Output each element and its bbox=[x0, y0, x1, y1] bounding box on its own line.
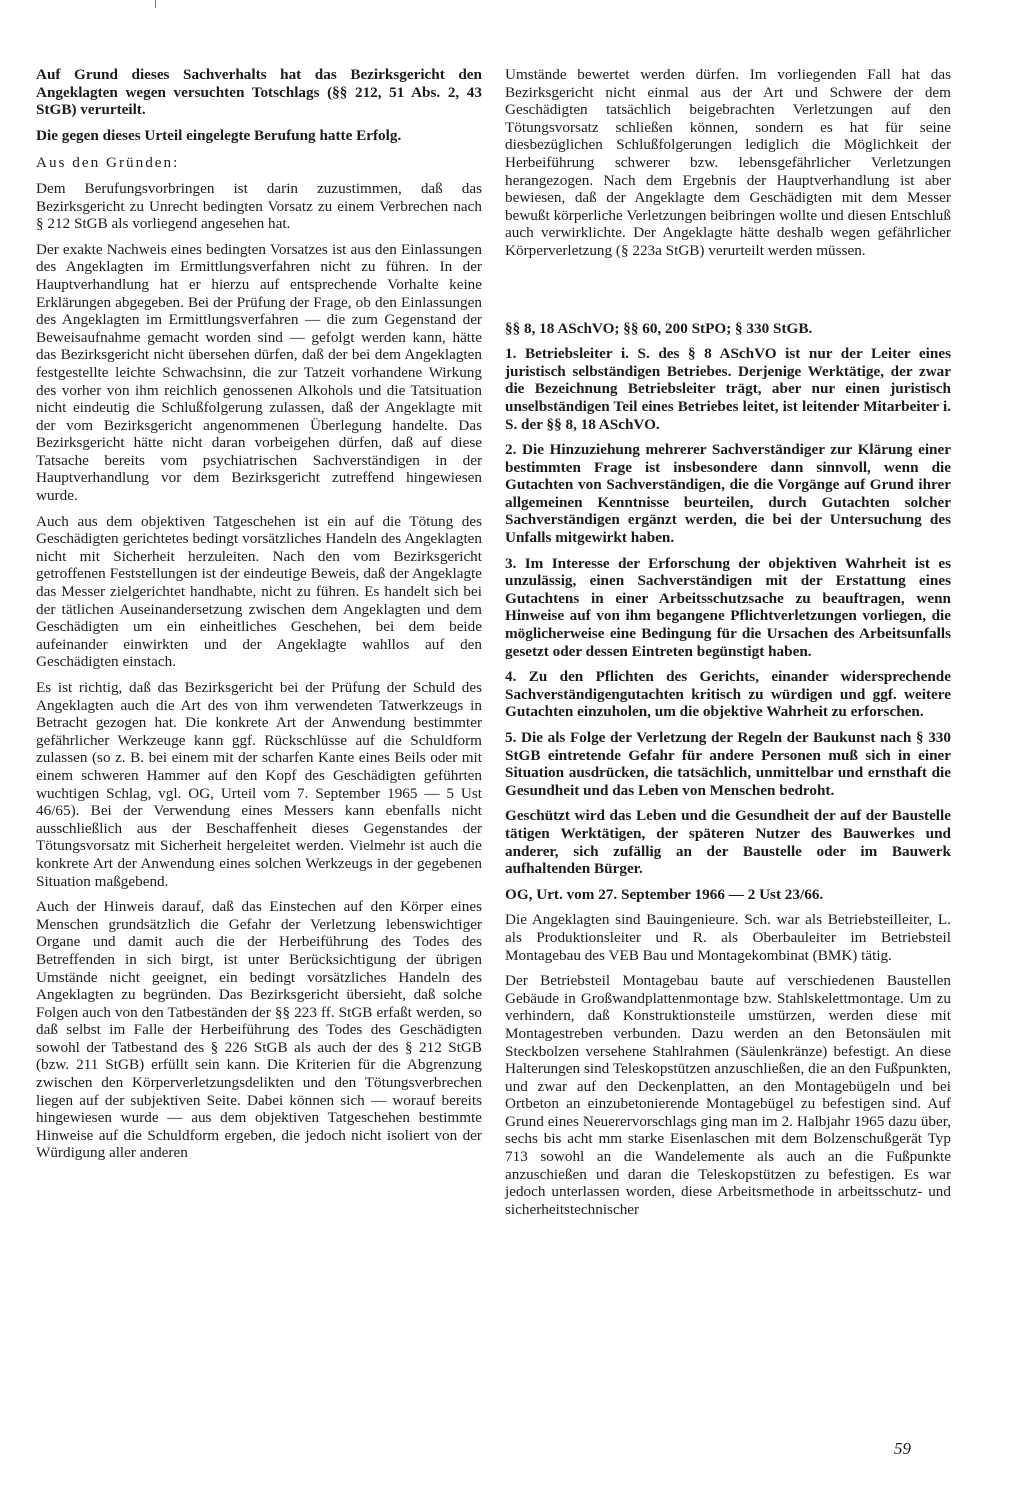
body-paragraph: Der exakte Nachweis eines bedingten Vorsatzes ist aus den Einlassungen des Angeklagten im Ermittlungsverfahren nicht zu führen. In der Hauptverhandlung hat er hierzu auf entsprechende Vorhalte keine Erklärungen abgegeben. Bei der Prüfung der Frage, ob den Einlassungen des Angeklagten im Ermittlungsverfahren — die zum Gegenstand der Beweisaufnahme gemacht worden sind — gefolgt werden kann, hätte das Bezirksgericht nicht übersehen dürfen, daß der bei dem Angeklagten festgestellte leichte Schwachsinn, die zur Tatzeit vorhandene Wirkung des vorher von ihm reichlich genossenen Alkohols und die Tatsituation nicht eindeutig die Schlußfolgerung zulassen, daß der Angeklagte mit der vom Bezirksgericht angenommenen Überlegung handelte. Das Bezirksgericht hätte nicht daran vorbeigehen dürfen, daß auf diese Tatsache bereits vom psychiatrischen Sachverständigen in der Hauptverhandlung vor dem Bezirksgericht zutreffend hingewiesen wurde. bbox=[36, 240, 482, 505]
appeal-paragraph: Die gegen dieses Urteil eingelegte Berufung hatte Erfolg. bbox=[36, 126, 402, 144]
headnote: 3. Im Interesse der Erforschung der objektiven Wahrheit ist es unzulässig, einen Sachverständigen mit der Erstattung eines Gutachtens in einer Arbeitsschutzsache zu beauftragen, wenn Hinweise auf von ihm begangene Pflichtverletzungen vorliegen, die möglicherweise eine Bedingung für die Ursachen des Arbeitsunfalls gesetzt oder dessen Eintreten begünstigt haben. bbox=[505, 554, 951, 660]
headnote: Geschützt wird das Leben und die Gesundheit der auf der Baustelle tätigen Werktätigen, der späteren Nutzer des Bauwerkes und anderer, sich zufällig an der Baustelle oder im Bauwerk aufhaltenden Bürger. bbox=[505, 807, 951, 878]
citation-heading: §§ 8, 18 ASchVO; §§ 60, 200 StPO; § 330 StGB. bbox=[505, 319, 813, 337]
continuation-paragraph: Umstände bewertet werden dürfen. Im vorliegenden Fall hat das Bezirksgericht nicht einmal aus der Art und Schwere der dem Geschädigten tatsächlich beigebrachten Verletzungen auf den Tötungsvorsatz schließen können, sondern es hat für seine diesbezüglichen Schlußfolgerungen lediglich die Möglichkeit der Herbeiführung schwerer bzw. lebensgefährlicher Verletzungen herangezogen. Nach dem Ergebnis der Hauptverhandlung ist aber bewiesen, daß der Angeklagte dem Geschädigten mit dem Messer bewußt körperliche Verletzungen beibringen wollte und diesen Entschluß auch verwirklichte. Der Angeklagte hätte deshalb wegen gefährlicher Körperverletzung (§ 223a StGB) verurteilt werden müssen. bbox=[505, 66, 951, 259]
scan-mark bbox=[155, 0, 156, 8]
body-paragraph: Auch der Hinweis darauf, daß das Einstechen auf den Körper eines Menschen grundsätzlich die Gefahr der Verletzung lebenswichtiger Organe und damit auch die der Herbeiführung des Todes des Betreffenden in sich birgt, ist unter Berücksichtigung der übrigen Umstände nicht geeignet, ein bedingt vorsätzliches Handeln des Angeklagten zu begründen. Das Bezirksgericht übersieht, daß solche Folgen auch von den Tatbeständen der §§ 223 ff. StGB erfaßt werden, so daß selbst im Falle der Herbeiführung des Todes des Geschädigten sowohl der Tatbestand des § 226 StGB als auch der des § 212 StGB (bzw. 211 StGB) erfüllt sein kann. Die Kriterien für die Abgrenzung zwischen den Körperverletzungsdelikten und den Tötungsverbrechen liegen auf der subjektiven Seite. Dabei können sich — worauf bereits hingewiesen wurde — aus dem objektiven Tatgeschehen bestimmte Hinweise auf die Schuldform ergeben, die jedoch nicht isoliert von der Würdigung aller anderen bbox=[36, 898, 482, 1162]
right-column bbox=[505, 66, 951, 1226]
body-paragraph: Der Betriebsteil Montagebau baute auf verschiedenen Baustellen Gebäude in Großwandplattenmontage bzw. Stahlskelettmontage. Um zu verhindern, daß Konstruktionsteile umstürzen, werden diese mit Montagestreben verbunden. Dazu werden an den Betonsäulen mit Steckbolzen versehene Stahlrahmen (Säulenkränze) befestigt. An diese Halterungen sind Teleskopstützen anzuschließen, die an den Fußpunkten, und zwar auf den Deckenplatten, an den Montagebügeln und bei Ortbeton an einzubetonierende Montagebügel zu befestigen sind. Auf Grund eines Neuerervorschlags ging man im 2. Halbjahr 1965 dazu über, sechs bis acht mm starke Eisenlaschen mit dem Bolzenschußgerät Typ 713 sowohl an die Wandelemente als auch an die Fußpunkte anzuschießen und daran die Teleskopstützen zu befestigen. Es war jedoch unterlassen worden, diese Arbeitsmethode in arbeitsschutz- und sicherheitstechnischer bbox=[505, 972, 951, 1218]
body-paragraph: Auch aus dem objektiven Tatgeschehen ist ein auf die Tötung des Geschädigten gerichtetes bedingt vorsätzliches Handeln des Angeklagten nicht mit Sicherheit herzuleiten. Nach den vom Bezirksgericht getroffenen Feststellungen ist der eindeutige Beweis, daß der Angeklagte das Messer zielgerichtet handhabte, nicht zu führen. Es handelt sich bei der tätlichen Auseinandersetzung zwischen dem Angeklagten und dem Geschädigten um ein einheitliches Geschehen, bei dem beide aufeinander einwirkten und der Angeklagte wahllos auf den Geschädigten einstach. bbox=[36, 512, 482, 671]
grounds-heading: Aus den Gründen: bbox=[36, 154, 180, 172]
headnote: 5. Die als Folge der Verletzung der Regeln der Baukunst nach § 330 StGB eintretende Gefahr für andere Personen muß sich in einer Situation ausdrücken, die tatsächlich, unmittelbar und ernsthaft die Gesundheit und das Leben von Menschen bedroht. bbox=[505, 729, 951, 799]
headnote: 4. Zu den Pflichten des Gerichts, einander widersprechende Sachverständigengutachten kritisch zu würdigen und ggf. weitere Gutachten einzuholen, um die objektive Wahrheit zu erforschen. bbox=[505, 668, 951, 721]
body-paragraph: Dem Berufungsvorbringen ist darin zuzustimmen, daß das Bezirksgericht zu Unrecht bedingten Vorsatz zu einem Verbrechen nach § 212 StGB als vorliegend angesehen hat. bbox=[36, 179, 482, 233]
court-reference: OG, Urt. vom 27. September 1966 — 2 Ust 23/66. bbox=[505, 885, 824, 903]
headnote: 2. Die Hinzuziehung mehrerer Sachverständiger zur Klärung einer bestimmten Frage ist insbesondere dann sinnvoll, wenn die Gutachten von Sachverständigen, die die Vorgänge auf Grund ihrer allgemeinen Kenntnisse beurteilen, durch Gutachten solcher Sachverständigen ergänzt werden, die bei der Untersuchung des Unfalls mitgewirkt haben. bbox=[505, 441, 951, 547]
left-column bbox=[36, 66, 482, 1170]
body-paragraph: Es ist richtig, daß das Bezirksgericht bei der Prüfung der Schuld des Angeklagten auch die Art des von ihm verwendeten Tatwerkzeugs in Betracht gezogen hat. Die konkrete Art der Anwendung bestimmter gefährlicher Werkzeuge kann ggf. Rückschlüsse auf die Schuldform zulassen (so z. B. bei einem mit der scharfen Kante eines Beils oder mit einem schweren Hammer auf den Kopf des Geschädigten geführten wuchtigen Schlag, vgl. OG, Urteil vom 7. September 1965 — 5 Ust 46/65). Bei der Verwendung eines Messers kann ebenfalls nicht ausschließlich aus der Beschaffenheit dieses Gegenstandes der Tötungsvorsatz mit Sicherheit hergeleitet werden. Vielmehr ist auch die konkrete Art der Anwendung eines solchen Werkzeugs in der gegebenen Situation maßgebend. bbox=[36, 679, 482, 890]
headnote: 1. Betriebsleiter i. S. des § 8 ASchVO ist nur der Leiter eines juristisch selbständigen Betriebes. Derjenige Werktätige, der zwar die Bezeichnung Betriebsleiter trägt, aber nur einen juristisch unselbständigen Teil eines Betriebes leitet, ist leitender Mitarbeiter i. S. der §§ 8, 18 ASchVO. bbox=[505, 345, 951, 433]
body-paragraph: Die Angeklagten sind Bauingenieure. Sch. war als Betriebsteilleiter, L. als Produktionsleiter und R. als Oberbauleiter im Betriebsteil Montagebau des VEB Bau und Montagekombinat (BMK) tätig. bbox=[505, 911, 951, 964]
intro-paragraph: Auf Grund dieses Sachverhalts hat das Bezirksgericht den Angeklagten wegen versuchten Totschlags (§§ 212, 51 Abs. 2, 43 StGB) verurteilt. bbox=[36, 66, 482, 119]
page-number: 59 bbox=[894, 1439, 911, 1458]
